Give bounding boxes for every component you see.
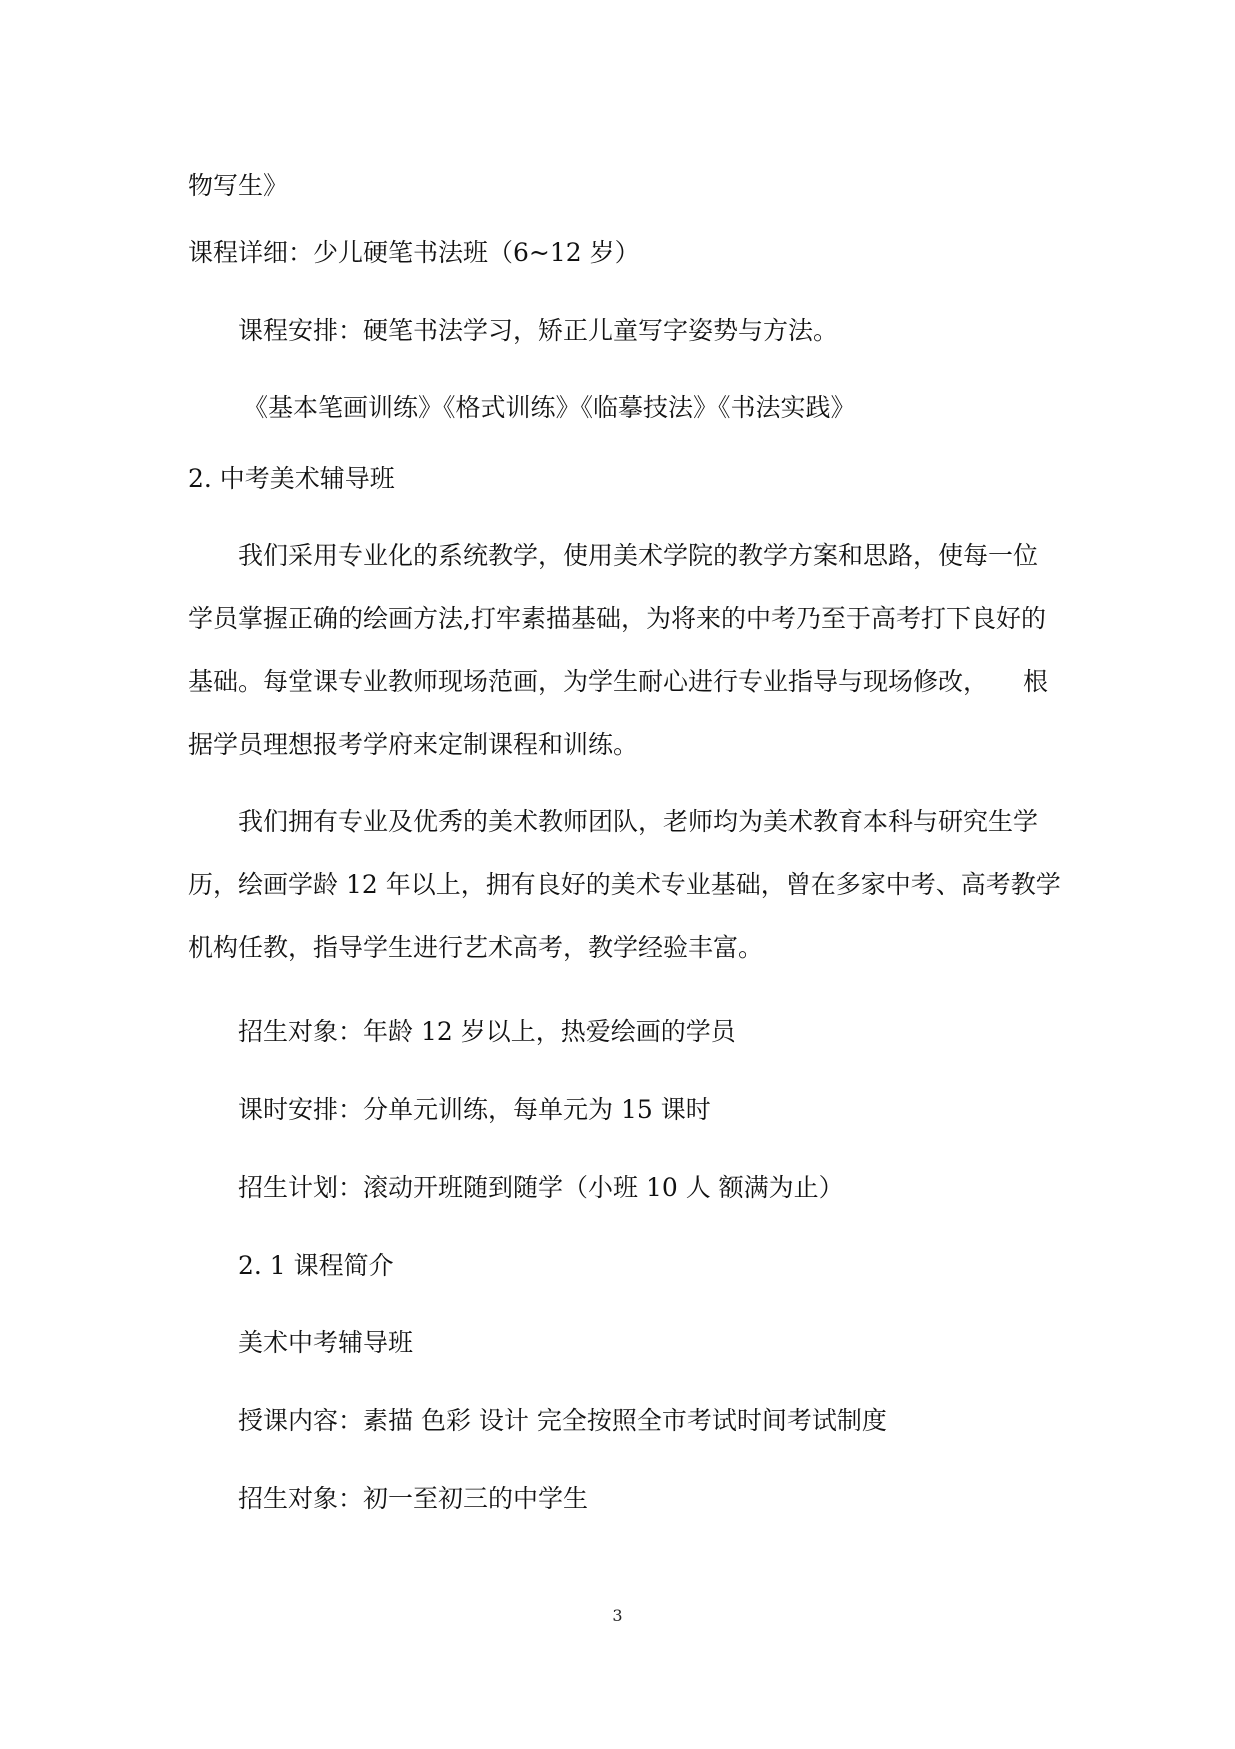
text-line-continuation: 物写生》 — [188, 171, 289, 200]
course-detail-line: 课程详细：少儿硬笔书法班（6~12 岁） — [188, 238, 640, 267]
page-number: 3 — [612, 1606, 623, 1625]
paragraph-line — [188, 666, 1048, 698]
course-content-line: 授课内容：素描 色彩 设计 完全按照全市考试时间考试制度 — [238, 1406, 887, 1435]
course-modules-line: 《基本笔画训练》《格式训练》《临摹技法》《书法实践》 — [243, 393, 856, 422]
course-schedule-line: 课程安排：硬笔书法学习，矫正儿童写字姿势与方法。 — [238, 316, 839, 345]
paragraph-line: 历，绘画学龄 12 年以上，拥有良好的美术专业基础，曾在多家中考、高考教学 — [188, 870, 1061, 899]
enrollment-target-line: 招生对象：年龄 12 岁以上，热爱绘画的学员 — [238, 1017, 736, 1046]
class-name-line: 美术中考辅导班 — [238, 1328, 414, 1357]
paragraph-line: 机构任教，指导学生进行艺术高考，教学经验丰富。 — [188, 933, 764, 962]
enrollment-plan-line: 招生计划：滚动开班随到随学（小班 10 人 额满为止） — [238, 1173, 844, 1202]
paragraph-line: 学员掌握正确的绘画方法,打牢素描基础，为将来的中考乃至于高考打下良好的 — [188, 604, 1046, 633]
paragraph-line: 我们拥有专业及优秀的美术教师团队，老师均为美术教育本科与研究生学 — [238, 807, 1039, 836]
paragraph-line-tail: 根 — [1022, 667, 1048, 696]
enrollment-target-line: 招生对象：初一至初三的中学生 — [238, 1484, 589, 1513]
paragraph-line: 我们采用专业化的系统教学，使用美术学院的教学方案和思路，使每一位 — [238, 541, 1039, 570]
paragraph-line: 据学员理想报考学府来定制课程和训练。 — [188, 730, 639, 759]
paragraph-line-text: 基础。每堂课专业教师现场范画，为学生耐心进行专业指导与现场修改， — [188, 667, 989, 696]
section-heading: 2. 中考美术辅导班 — [188, 464, 395, 493]
subsection-heading: 2. 1 课程简介 — [238, 1251, 394, 1280]
class-hours-line: 课时安排：分单元训练，每单元为 15 课时 — [238, 1095, 711, 1124]
